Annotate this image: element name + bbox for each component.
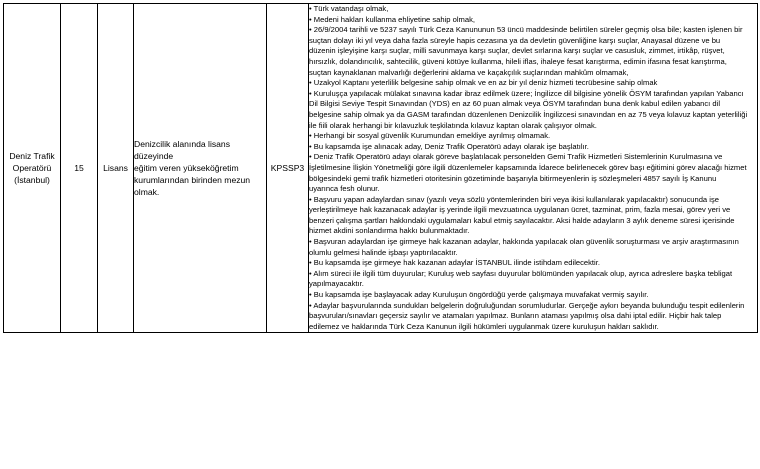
requirement-line: • Başvuru yapan adaylardan sınav (yazılı veya sözlü yöntemlerinden biri veya ikisi kullanılarak yapılacaktır) sonucunda işe [309,194,719,204]
requirement-line: • Alım süreci ile ilgili tüm duyurular; Kuruluş web sayfası duyurular bölümünden yapılacak olup, ayrıca adreslere başka tebligat [309,268,733,278]
requirement-line: ile fiili olarak herhangi bir kılavuzluk teşkilatında kılavuz kaptan olarak çalışıyor olmak. [309,120,597,130]
qualification-cell [134,4,267,333]
qualification-line: Denizcilik alanında lisans düzeyinde [134,139,231,162]
position-cell [4,4,61,333]
requirement-line: • Deniz Trafik Operatörü adayı olarak göreve başlatılacak personelden Gemi Trafik Hizmetleri Sistemlerinin Kurulmasına ve [309,152,723,162]
requirement-line: yerleştirilmeye hak kazanacak adaylar iş yerinde ilgili mevzuatınca uygulanan ücret, tazminat, prim, fazla mesai, görev yeri ve [309,205,731,215]
requirement-line: hırsızlık, dolandırıcılık, sahtecilik, güveni kötüye kullanma, hileli iflas, ihaleye fesat karıştırma, edimin ifasına fesat karıştırma, [309,56,727,66]
requirements-list [309,4,757,332]
requirement-line: hizmet akdini sonlandırma hakkı bulunmaktadır. [309,226,470,236]
requirement-line: başvuruları/sınavları geçersiz sayılır ve atamaları yapılmaz. Bunların ataması yapılmış olsa dahi iptal edilir. Hiçbir hak talep [309,311,722,321]
requirement-line: • Uzakyol Kaptanı yeterlilik belgesine sahip olmak ve en az bir yıl deniz hizmeti tecrübesine sahip olmak [309,78,658,88]
requirement-line: • Bu kapsamda işe başlayacak aday Kuruluşun öngördüğü yerde çalışmaya muvafakat vermiş sayılır. [309,290,649,300]
requirement-line: benzeri çalışma şartları hakkındaki uygulamaları kabul etmiş sayılacaktır. Aksi halde adayların 3 aylık deneme süresi içerisinde [309,215,735,225]
requirement-line: İşletilmesine İlişkin Yönetmeliği göre ilgili düzenlemeler kapsamında İdarece belirlenecek görev başı eğitimini görev alacağı hizmet [309,162,747,172]
exam-cell: KPSSP3 [267,4,309,333]
requirement-line: olumlu gelmesi halinde işbaşı yaptırılacaktır. [309,247,458,257]
requirement-line: suçtan kaynaklanan malvarlığı değerlerini aklama ve kaçakçılık suçlarından mahkûm olmamak, [309,67,629,77]
requirement-line: edilemez ve haklarında Türk Ceza Kanunun ilgili hükümleri uygulanmak üzere kuruluşun hakları saklıdır. [309,321,659,331]
count-cell: 15 [61,4,98,333]
requirement-line: • 26/9/2004 tarihli ve 5237 sayılı Türk Ceza Kanununun 53 üncü maddesinde belirtilen süreler geçmiş olsa bile; kasten işlenen bir [309,25,743,35]
education-cell: Lisans [98,4,134,333]
table-row [4,4,758,333]
requirement-line: • Medeni hakları kullanma ehliyetine sahip olmak, [309,14,476,24]
requirement-line: • Türk vatandaşı olmak, [309,4,389,13]
qualification-line: kurumlarından birinden mezun olmak. [134,175,251,198]
requirements-cell [309,4,758,333]
position-line: Operatörü [12,163,52,174]
requirement-line: bölgesindeki gemi trafik hizmetleri otoritesinin gözetiminde başarıyla bitirmeyenlerin iş sözleşmeleri 4857 sayılı İş Kanunu [309,173,717,183]
requirement-line: • Herhangi bir sosyal güvenlik Kurumundan emekliye ayrılmış olmamak. [309,131,551,141]
requirement-line: belgesine sahip olmak ya da GASM tarafından düzenlenen Denizcilik İngilizcesi sınavından en az 75 veya kılavuz kaptan yeterliliği [309,109,748,119]
requirement-line: düzenin işleyişine karşı suçlar, milli savunmaya karşı suçlar, devlet sırlarına karşı suçlar ve casusluk, zimmet, irtikâp, rüşvet, [309,46,725,56]
requirement-line: yapılmayacaktır. [309,279,364,289]
requirement-line: • Başvuran adaylardan işe girmeye hak kazanan adaylar, hakkında yapılacak olan güvenlik soruşturması ve arşiv araştırmasının [309,237,739,247]
requirement-line: • Bu kapsamda işe girmeye hak kazanan adaylar İSTANBUL ilinde istihdam edilecektir. [309,258,600,268]
requirement-line: • Adaylar başvurularında sundukları belgelerin doğruluğundan sorumludurlar. Gerçeğe aykırı beyanda bulunduğu tespit edilenlerin [309,300,745,310]
qualification-line: eğitim veren yükseköğretim [134,163,239,174]
requirement-line: • Kuruluşça yapılacak mülakat sınavına kadar ibraz edilmek üzere; İngilizce dil bilgisine yönelik ÖSYM tarafından yapılan Yabancı [309,88,744,98]
requirement-line: Dil Bilgisi Seviye Tespit Sınavından (YDS) en az 60 puan almak veya ÖSYM tarafından buna denk kabul edilen yabancı dil [309,99,720,109]
position-line: (İstanbul) [14,175,50,186]
requirement-line: suçtan dolayı iki yıl veya daha fazla süreyle hapis cezasına ya da devletin güvenliğine karşı suçlar, Anayasal düzene ve bu [309,35,721,45]
requirement-line: uyarınca fesh olunur. [309,184,380,194]
requirement-line: • Bu kapsamda işe alınacak aday, Deniz Trafik Operatörü adayı olarak işe başlatılır. [309,141,589,151]
job-listing-table [3,3,758,333]
position-line: Deniz Trafik [9,151,55,162]
